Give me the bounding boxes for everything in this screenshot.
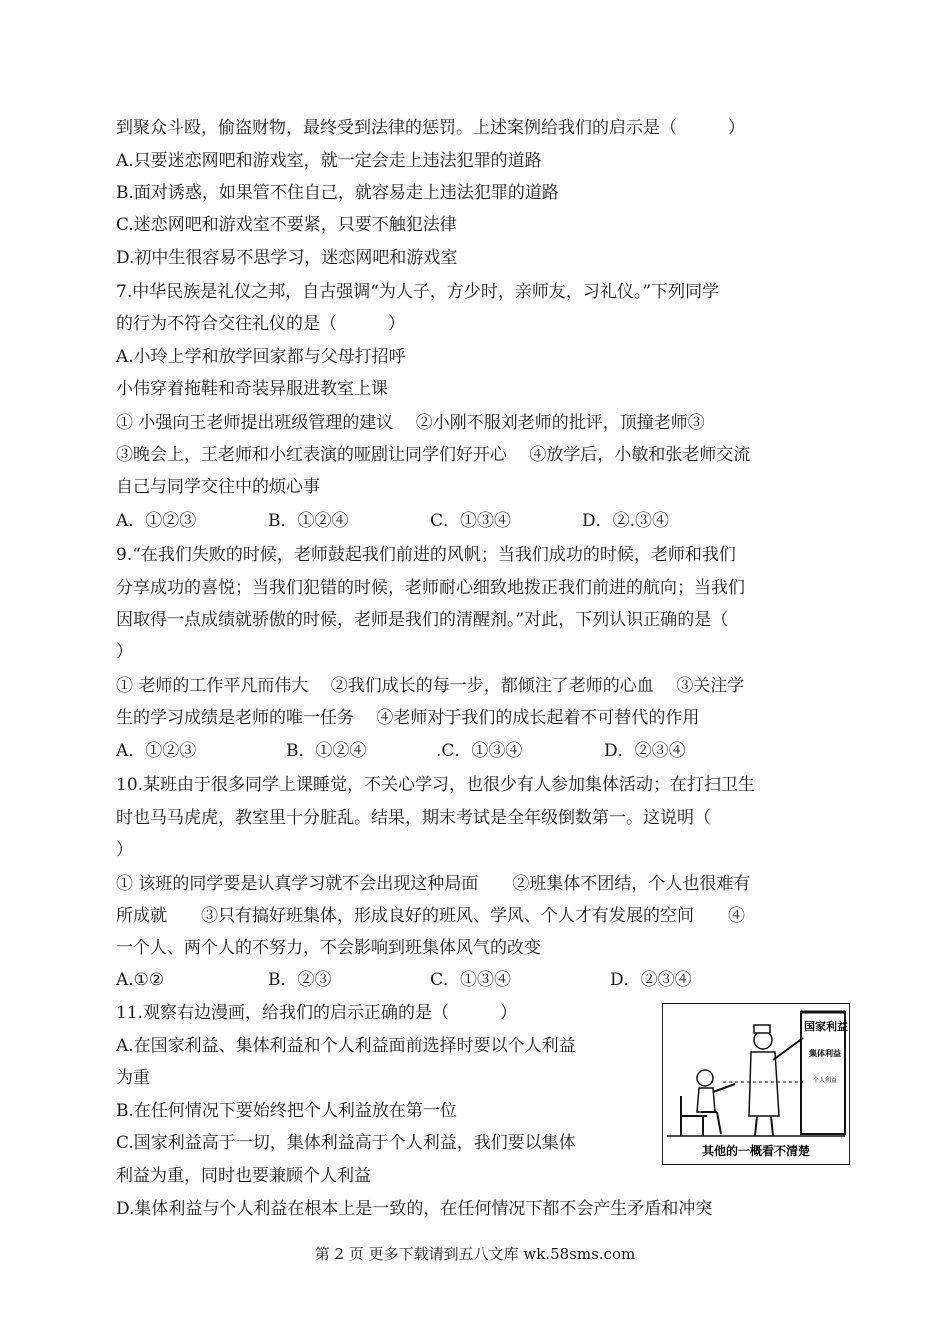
text-line: D.集体利益与个人利益在根本上是一致的，在任何情况下都不会产生矛盾和冲突 <box>116 1199 713 1219</box>
sign-national-interest: 国家利益 <box>804 1020 848 1033</box>
q8-option-c: C．①③④ <box>430 511 512 531</box>
text-line: 11.观察右边漫画，给我们的启示正确的是（ ） <box>116 1003 518 1023</box>
text-line: 小伟穿着拖鞋和奇装异服进教室上课 <box>116 379 388 399</box>
q10-option-a: A.①② <box>116 970 165 990</box>
text-line: 利益为重，同时也要兼顾个人利益 <box>116 1166 371 1186</box>
q10-option-b: B．②③ <box>268 970 332 990</box>
cartoon-caption: 其他的一概看不清楚 <box>701 1144 811 1158</box>
q8-option-b: B．①②④ <box>268 511 349 531</box>
text-line: ） <box>116 642 133 662</box>
q10-option-c: C．①③④ <box>430 970 512 990</box>
cartoon-drawing <box>663 1004 849 1164</box>
text-line: ① 小强向王老师提出班级管理的建议 ②小刚不服刘老师的批评，顶撞老师③ <box>116 413 705 433</box>
text-line: B.面对诱惑，如果管不住自己，就容易走上违法犯罪的道路 <box>116 183 559 203</box>
text-line: ① 该班的同学要是认真学习就不会出现这种局面 ②班集体不团结，个人也很难有 <box>116 874 751 894</box>
text-line: 自己与同学交往中的烦心事 <box>116 477 320 497</box>
text-line: ③晚会上，王老师和小红表演的哑剧让同学们好开心 ④放学后，小敏和张老师交流 <box>116 445 751 465</box>
q9-option-a: A．①②③ <box>116 741 197 761</box>
text-line: 7.中华民族是礼仪之邦，自古强调“为人子，方少时，亲师友，习礼仪。”下列同学 <box>116 282 720 302</box>
q9-option-b: B．①②④ <box>286 741 367 761</box>
text-line: C.国家利益高于一切，集体利益高于个人利益，我们要以集体 <box>116 1133 576 1153</box>
q9-option-c: .C．①③④ <box>436 741 523 761</box>
text-line: 分享成功的喜悦；当我们犯错的时候，老师耐心细致地拨正我们前进的航向；当我们 <box>116 578 745 598</box>
page-footer: 第 2 页 更多下载请到五八文库 wk.58sms.com <box>314 1245 636 1263</box>
sign-personal-interest: 个人利益 <box>813 1077 838 1084</box>
text-line: C.迷恋网吧和游戏室不要紧，只要不触犯法律 <box>116 215 457 235</box>
text-line: 为重 <box>116 1068 150 1088</box>
q9-option-d: D．②③④ <box>604 741 686 761</box>
text-line: 生的学习成绩是老师的唯一任务 ④老师对于我们的成长起着不可替代的作用 <box>116 708 700 728</box>
text-line: 因取得一点成绩就骄傲的时候，老师是我们的清醒剂。”对此，下列认识正确的是（ <box>116 610 729 630</box>
text-line: ① 老师的工作平凡而伟大 ②我们成长的每一步，都倾注了老师的心血 ③关注学 <box>116 676 745 696</box>
text-line: 一个人、两个人的不努力，不会影响到班集体风气的改变 <box>116 938 541 958</box>
q8-option-a: A．①②③ <box>116 511 197 531</box>
q8-option-d: D．②.③④ <box>582 511 670 531</box>
text-line: D.初中生很容易不思学习，迷恋网吧和游戏室 <box>116 248 458 268</box>
text-line: 9.“在我们失败的时候，老师鼓起我们前进的风帆；当我们成功的时候，老师和我们 <box>116 545 736 565</box>
text-line: A.在国家利益、集体利益和个人利益面前选择时要以个人利益 <box>116 1036 576 1056</box>
text-line: 的行为不符合交往礼仪的是（ ） <box>116 314 405 334</box>
sign-collective-interest: 集体利益 <box>809 1049 841 1058</box>
text-line: 到聚众斗殴，偷盗财物，最终受到法律的惩罚。上述案例给我们的启示是（ ） <box>116 118 745 138</box>
text-line: A.只要迷恋网吧和游戏室，就一定会走上违法犯罪的道路 <box>116 151 542 171</box>
text-line: 所成就 ③只有搞好班集体，形成良好的班风、学风、个人才有发展的空间 ④ <box>116 906 745 926</box>
text-line: 10.某班由于很多同学上课睡觉，不关心学习，也很少有人参加集体活动；在打扫卫生 <box>116 775 756 795</box>
text-line: B.在任何情况下要始终把个人利益放在第一位 <box>116 1101 457 1121</box>
cartoon-illustration <box>662 1003 850 1165</box>
text-line: ） <box>116 840 133 860</box>
text-line: 时也马马虎虎，教室里十分脏乱。结果，期末考试是全年级倒数第一。这说明（ <box>116 808 711 828</box>
q10-option-d: D．②③④ <box>610 970 692 990</box>
text-line: A.小玲上学和放学回家都与父母打招呼 <box>116 347 406 367</box>
